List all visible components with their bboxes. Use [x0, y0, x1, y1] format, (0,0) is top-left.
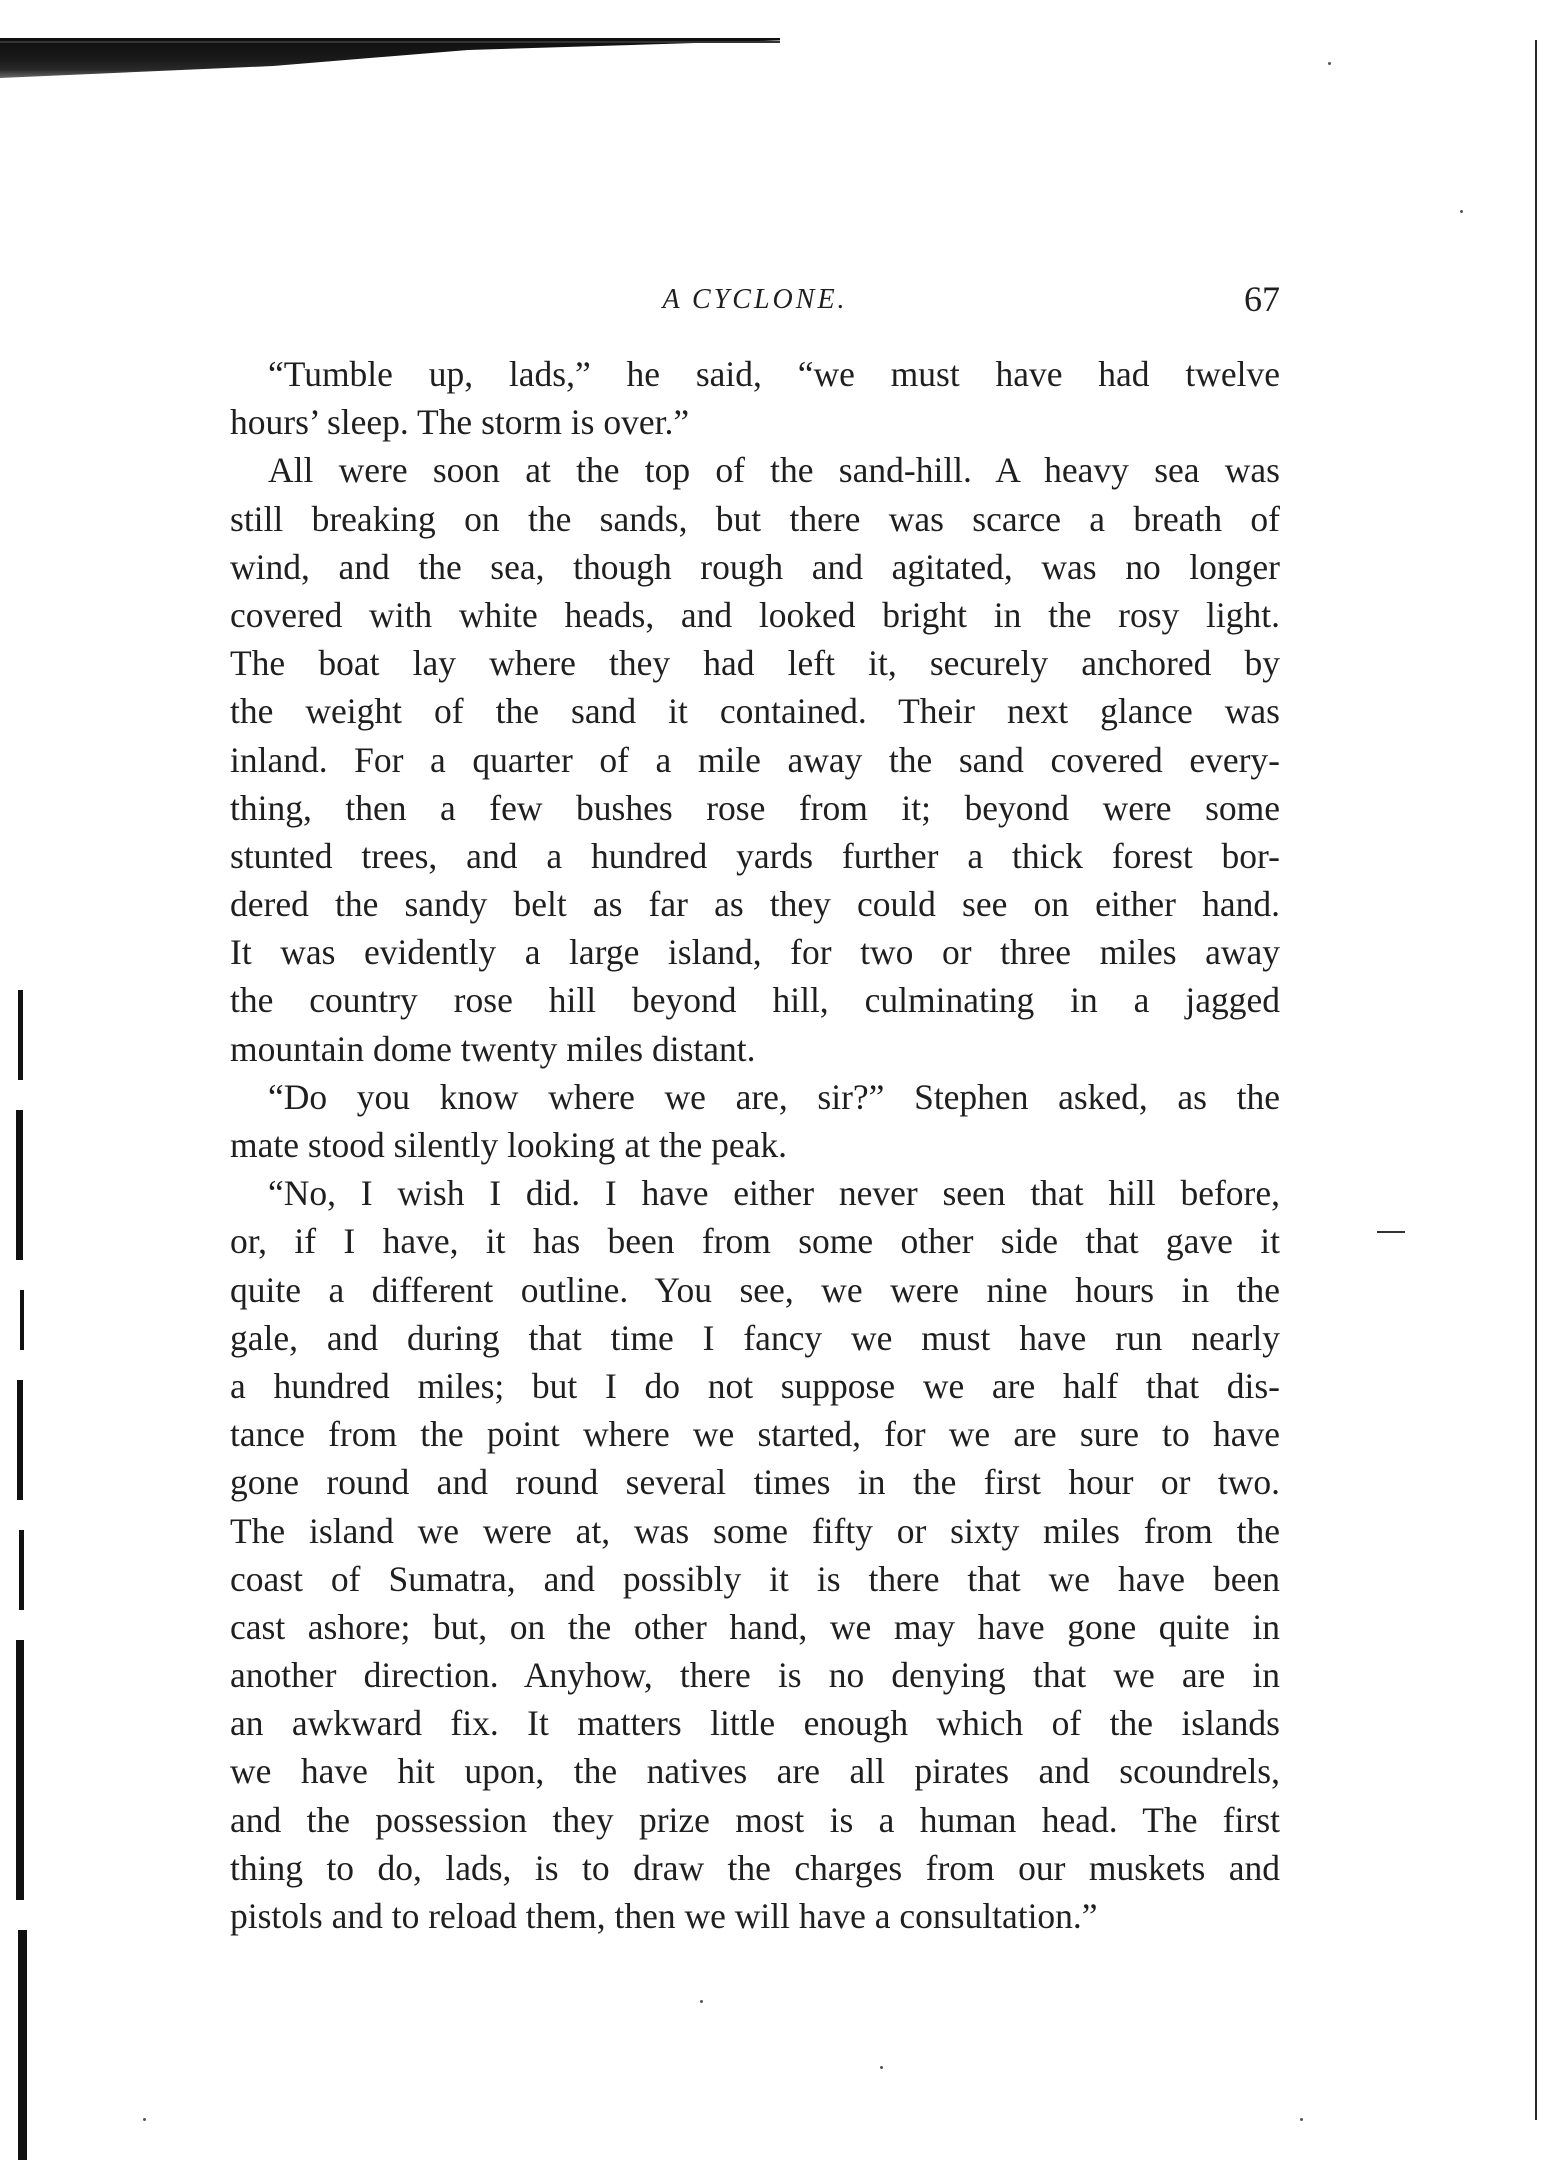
text-line: hours’ sleep. The storm is over.”	[230, 402, 690, 443]
scan-binding-edge	[14, 990, 34, 2164]
text-line: a hundred miles; but I do not suppose we are half that dis-	[230, 1365, 1280, 1406]
scan-speck	[700, 2000, 703, 2003]
text-line: dered the sandy belt as far as they could see on either hand.	[230, 884, 1280, 925]
text-line: and the possession they prize most is a human head. The first	[230, 1799, 1280, 1840]
text-line: “No, I wish I did. I have either never seen that hill before,	[268, 1173, 1280, 1214]
scan-speck	[1328, 62, 1331, 65]
chapter-title: A CYCLONE.	[662, 284, 848, 315]
text-line: tance from the point where we started, for we are sure to have	[230, 1414, 1280, 1455]
text-line: stunted trees, and a hundred yards further a thick forest bor-	[230, 835, 1280, 876]
text-line: mate stood silently looking at the peak.	[230, 1125, 788, 1165]
scan-shadow-top	[0, 38, 780, 78]
text-line: cast ashore; but, on the other hand, we may have gone quite in	[230, 1606, 1280, 1647]
text-line: still breaking on the sands, but there was scarce a breath of	[230, 498, 1280, 539]
scan-edge-line	[0, 41, 780, 43]
text-line: another direction. Anyhow, there is no denying that we are in	[230, 1655, 1280, 1696]
page-number: 67	[1244, 279, 1280, 319]
text-line: “Tumble up, lads,” he said, “we must have had twelve	[268, 354, 1280, 394]
page-edge-right	[1535, 40, 1537, 2120]
text-line: coast of Sumatra, and possibly it is there that we have been	[230, 1558, 1280, 1599]
scan-speck	[1460, 210, 1463, 213]
text-line: wind, and the sea, though rough and agitated, was no longer	[230, 546, 1280, 587]
body-text	[230, 350, 1280, 1940]
text-line: The island we were at, was some fifty or sixty miles from the	[230, 1510, 1280, 1551]
running-head	[230, 278, 1280, 318]
scan-speck	[1300, 2118, 1303, 2121]
text-line: gone round and round several times in the first hour or two.	[230, 1462, 1280, 1503]
text-line: thing to do, lads, is to draw the charges from our muskets and	[230, 1847, 1280, 1888]
text-line: mountain dome twenty miles distant.	[230, 1028, 756, 1069]
text-line: we have hit upon, the natives are all pirates and scoundrels,	[230, 1751, 1280, 1792]
scan-speck	[143, 2118, 146, 2121]
text-line: the weight of the sand it contained. Their next glance was	[230, 691, 1280, 732]
scan-speck	[880, 2066, 883, 2069]
text-line: the country rose hill beyond hill, culminating in a jagged	[230, 980, 1280, 1021]
margin-mark	[1377, 1231, 1405, 1233]
text-line: or, if I have, it has been from some other side that gave it	[230, 1221, 1280, 1262]
text-line: pistols and to reload them, then we will have a consultation.”	[230, 1896, 1098, 1936]
text-line: All were soon at the top of the sand-hill. A heavy sea was	[268, 450, 1280, 491]
text-line: thing, then a few bushes rose from it; beyond were some	[230, 787, 1280, 828]
text-line: gale, and during that time I fancy we must have run nearly	[230, 1317, 1280, 1358]
text-line: covered with white heads, and looked bright in the rosy light.	[230, 594, 1280, 635]
text-line: It was evidently a large island, for two or three miles away	[230, 932, 1280, 973]
text-line: quite a different outline. You see, we were nine hours in the	[230, 1269, 1280, 1310]
text-line: inland. For a quarter of a mile away the sand covered every-	[230, 739, 1280, 780]
text-line: “Do you know where we are, sir?” Stephen asked, as the	[268, 1076, 1280, 1117]
text-line: The boat lay where they had left it, securely anchored by	[230, 643, 1280, 684]
text-line: an awkward fix. It matters little enough which of the islands	[230, 1703, 1280, 1744]
